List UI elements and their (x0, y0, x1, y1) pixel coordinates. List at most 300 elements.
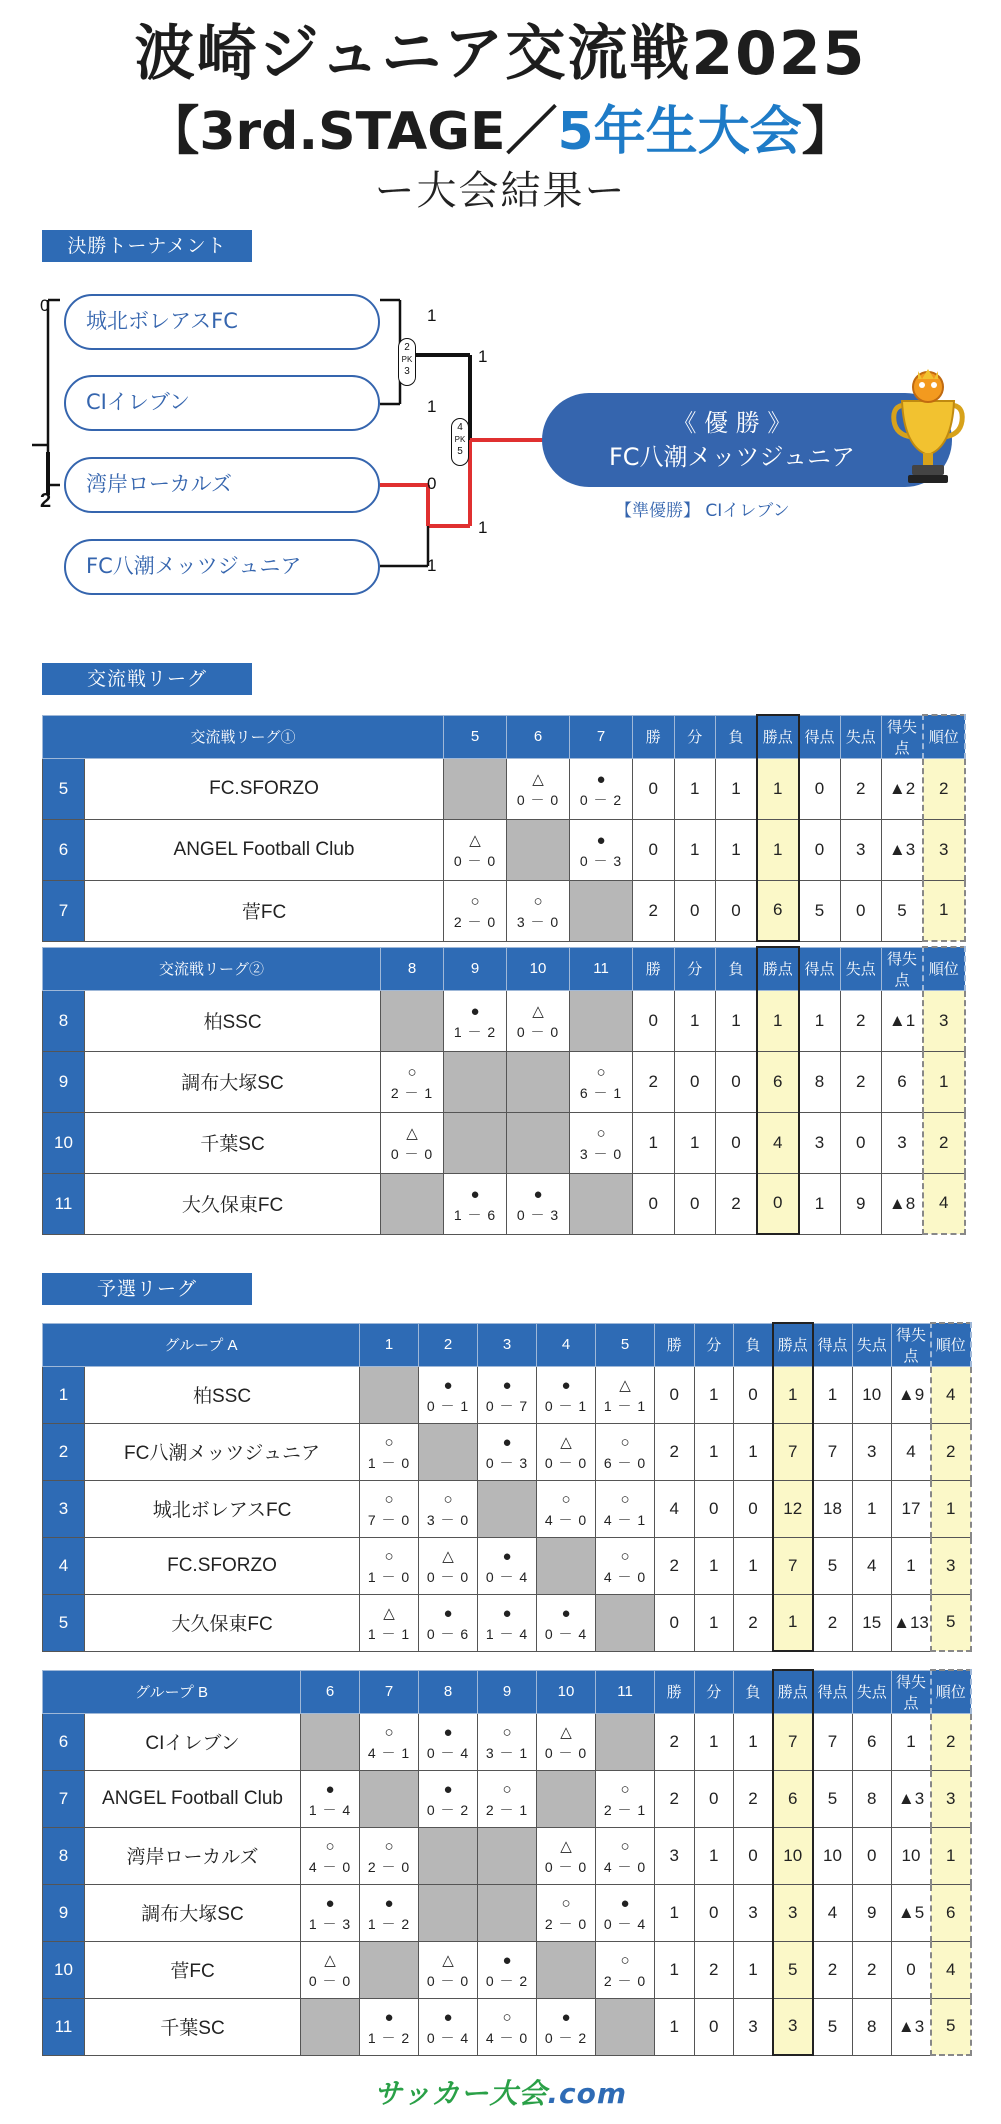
stat-lose-cell: 0 (734, 1480, 774, 1537)
stat-win-cell: 2 (655, 1770, 695, 1827)
result-symbol: ● (470, 1186, 480, 1203)
match-score: 2 － 0 (603, 1973, 647, 1989)
match-result-cell (444, 880, 507, 941)
empty-match-cell (570, 990, 633, 1051)
header-opponent-cell: 7 (570, 715, 633, 758)
stat-win-cell: 0 (633, 990, 675, 1051)
stat-points-cell: 6 (757, 1051, 799, 1112)
stat-rank-cell: 2 (931, 1423, 971, 1480)
match-result-cell (419, 1941, 478, 1998)
stat-draw-cell: 0 (694, 1480, 734, 1537)
header-gf-cell: 得点 (813, 1670, 853, 1713)
stat-ga-cell: 10 (852, 1366, 892, 1423)
match-result-cell (360, 1480, 419, 1537)
stat-rank-cell: 4 (931, 1366, 971, 1423)
stat-ga-cell: 3 (840, 819, 882, 880)
team-number-cell: 5 (43, 1594, 85, 1651)
pk-label: PK (454, 435, 466, 444)
stat-win-cell: 0 (633, 1173, 675, 1234)
bracket-score: 0 (40, 296, 50, 315)
result-symbol: ● (533, 1186, 543, 1203)
match-score: 0 － 0 (544, 1745, 588, 1761)
match-result-cell (478, 1770, 537, 1827)
match-result-cell (360, 1998, 419, 2055)
team-name-cell: 調布大塚SC (85, 1051, 381, 1112)
stat-lose-cell: 2 (734, 1770, 774, 1827)
result-symbol: ○ (443, 1491, 453, 1508)
result-symbol: ● (384, 2009, 394, 2026)
match-result-cell (537, 1827, 596, 1884)
header-opponent-cell: 9 (444, 947, 507, 990)
stat-lose-cell: 1 (734, 1537, 774, 1594)
match-result-cell (507, 990, 570, 1051)
header-gd-cell: 得失点 (882, 947, 924, 990)
match-result-cell (537, 1423, 596, 1480)
team-number-cell: 6 (43, 819, 85, 880)
stat-points-cell: 1 (757, 990, 799, 1051)
match-score: 0 － 2 (426, 1802, 470, 1818)
stat-ga-cell: 2 (852, 1941, 892, 1998)
team-number-cell: 3 (43, 1480, 85, 1537)
result-symbol: ○ (502, 1724, 512, 1741)
empty-match-cell (419, 1423, 478, 1480)
empty-match-cell (444, 1112, 507, 1173)
match-result-cell (478, 1594, 537, 1651)
stat-ga-cell: 2 (840, 1051, 882, 1112)
table-row (43, 880, 965, 941)
table-row (43, 1770, 971, 1827)
bracket-score: 1 (478, 518, 488, 537)
team-number-cell: 4 (43, 1537, 85, 1594)
match-result-cell (478, 1941, 537, 1998)
stat-lose-cell: 1 (716, 819, 758, 880)
stat-gd-cell: ▲13 (892, 1594, 932, 1651)
result-symbol: ○ (596, 1064, 606, 1081)
match-result-cell (360, 1713, 419, 1770)
result-symbol: ● (325, 1781, 335, 1798)
match-result-cell (478, 1537, 537, 1594)
match-result-cell (301, 1827, 360, 1884)
match-result-cell (478, 1423, 537, 1480)
result-symbol: △ (560, 1434, 572, 1451)
match-score: 4 － 0 (603, 1569, 647, 1585)
result-symbol: △ (442, 1952, 454, 1969)
match-result-cell (301, 1941, 360, 1998)
match-score: 7 － 0 (367, 1512, 411, 1528)
empty-match-cell (537, 1941, 596, 1998)
match-result-cell (360, 1827, 419, 1884)
header-points-cell: 勝点 (757, 715, 799, 758)
stat-win-cell: 1 (633, 1112, 675, 1173)
team-number-cell: 5 (43, 758, 85, 819)
table-header-row (43, 947, 965, 990)
result-symbol: △ (560, 1838, 572, 1855)
stat-ga-cell: 8 (852, 1770, 892, 1827)
match-result-cell (596, 1480, 655, 1537)
match-score: 0 － 0 (453, 853, 497, 869)
match-result-cell (360, 1537, 419, 1594)
result-symbol: ● (502, 1377, 512, 1394)
header-points-cell: 勝点 (773, 1323, 813, 1366)
stat-ga-cell: 4 (852, 1537, 892, 1594)
stat-gd-cell: 6 (882, 1051, 924, 1112)
header-gd-cell: 得失点 (892, 1670, 932, 1713)
team-number-cell: 2 (43, 1423, 85, 1480)
match-result-cell (381, 1051, 444, 1112)
team-name-cell: 大久保東FC (85, 1173, 381, 1234)
result-symbol: ○ (384, 1491, 394, 1508)
header-opponent-cell: 6 (301, 1670, 360, 1713)
stat-draw-cell: 1 (674, 1112, 716, 1173)
empty-match-cell (570, 880, 633, 941)
result-symbol: ○ (596, 1125, 606, 1142)
stat-gd-cell: 0 (892, 1941, 932, 1998)
match-score: 0 － 3 (485, 1455, 529, 1471)
stat-gd-cell: 17 (892, 1480, 932, 1537)
table-row (43, 990, 965, 1051)
header-win-cell: 勝 (655, 1323, 695, 1366)
match-result-cell (537, 1480, 596, 1537)
stat-gd-cell: 5 (882, 880, 924, 941)
champion-team: FC八潮メッツジュニア (608, 443, 856, 471)
stat-points-cell: 3 (773, 1884, 813, 1941)
header-opponent-cell: 2 (419, 1323, 478, 1366)
result-symbol: ● (596, 832, 606, 849)
stat-ga-cell: 3 (852, 1423, 892, 1480)
stat-rank-cell: 1 (923, 1051, 965, 1112)
match-result-cell (419, 1537, 478, 1594)
stat-points-cell: 6 (757, 880, 799, 941)
stat-gd-cell: 3 (882, 1112, 924, 1173)
header-points-cell: 勝点 (757, 947, 799, 990)
champion-title: 《 優 勝 》 (672, 409, 792, 437)
stat-rank-cell: 5 (931, 1998, 971, 2055)
stat-win-cell: 4 (655, 1480, 695, 1537)
header-lose-cell: 負 (734, 1670, 774, 1713)
stat-gf-cell: 8 (799, 1051, 841, 1112)
match-score: 0 － 4 (485, 1569, 529, 1585)
match-score: 3 － 0 (516, 914, 560, 930)
results-heading: ー大会結果ー (374, 168, 627, 214)
match-result-cell (419, 1480, 478, 1537)
table-row (43, 1173, 965, 1234)
pk-score: 4 (457, 422, 463, 433)
match-result-cell (596, 1884, 655, 1941)
stat-gd-cell: 1 (892, 1537, 932, 1594)
header-name-cell: 交流戦リーグ① (43, 715, 444, 758)
header-lose-cell: 負 (716, 715, 758, 758)
match-result-cell (570, 758, 633, 819)
empty-match-cell (507, 1051, 570, 1112)
stat-points-cell: 7 (773, 1537, 813, 1594)
match-score: 0 － 2 (485, 1973, 529, 1989)
stat-lose-cell: 2 (716, 1173, 758, 1234)
header-draw-cell: 分 (694, 1670, 734, 1713)
header-opponent-cell: 9 (478, 1670, 537, 1713)
stat-lose-cell: 3 (734, 1998, 774, 2055)
result-symbol: ○ (384, 1838, 394, 1855)
result-symbol: ● (620, 1895, 630, 1912)
exchange-league-2-table (42, 946, 966, 1235)
stat-gf-cell: 2 (813, 1941, 853, 1998)
match-score: 4 － 0 (603, 1859, 647, 1875)
team-number-cell: 10 (43, 1112, 85, 1173)
match-result-cell (419, 1366, 478, 1423)
table-row (43, 1112, 965, 1173)
stat-win-cell: 0 (633, 758, 675, 819)
stat-draw-cell: 1 (674, 758, 716, 819)
pk-score: 3 (404, 366, 410, 377)
empty-match-cell (444, 758, 507, 819)
match-result-cell (596, 1827, 655, 1884)
result-symbol: ○ (470, 893, 480, 910)
match-result-cell (419, 1713, 478, 1770)
match-score: 3 － 0 (426, 1512, 470, 1528)
match-score: 1 － 6 (453, 1207, 497, 1223)
match-result-cell (444, 1173, 507, 1234)
header-opponent-cell: 3 (478, 1323, 537, 1366)
stat-ga-cell: 9 (852, 1884, 892, 1941)
empty-match-cell (478, 1884, 537, 1941)
stat-lose-cell: 1 (734, 1941, 774, 1998)
stat-win-cell: 2 (633, 880, 675, 941)
match-score: 0 － 3 (516, 1207, 560, 1223)
match-score: 0 － 3 (579, 853, 623, 869)
match-score: 1 － 0 (367, 1569, 411, 1585)
match-score: 6 － 1 (579, 1085, 623, 1101)
header-win-cell: 勝 (633, 947, 675, 990)
result-symbol: ○ (384, 1434, 394, 1451)
empty-match-cell (301, 1998, 360, 2055)
bracket-score: 1 (427, 397, 437, 416)
match-result-cell (537, 1998, 596, 2055)
empty-match-cell (478, 1827, 537, 1884)
stat-draw-cell: 1 (674, 819, 716, 880)
stat-draw-cell: 1 (694, 1537, 734, 1594)
bracket-score: 1 (478, 347, 488, 366)
table-row (43, 1366, 971, 1423)
pk-label: PK (401, 355, 413, 364)
match-result-cell (419, 1998, 478, 2055)
match-score: 0 － 4 (603, 1916, 647, 1932)
stat-gd-cell: ▲1 (882, 990, 924, 1051)
stat-draw-cell: 0 (694, 1770, 734, 1827)
stat-draw-cell: 0 (694, 1998, 734, 2055)
match-score: 2 － 1 (390, 1085, 434, 1101)
team-name-cell: 湾岸ローカルズ (85, 1827, 301, 1884)
header-win-cell: 勝 (633, 715, 675, 758)
match-score: 0 － 4 (426, 1745, 470, 1761)
match-result-cell (596, 1770, 655, 1827)
stat-draw-cell: 1 (674, 990, 716, 1051)
stat-lose-cell: 0 (716, 1112, 758, 1173)
match-result-cell (301, 1770, 360, 1827)
match-score: 0 － 0 (516, 1024, 560, 1040)
empty-match-cell (478, 1480, 537, 1537)
team-number-cell: 1 (43, 1366, 85, 1423)
result-symbol: ○ (502, 2009, 512, 2026)
stat-rank-cell: 2 (923, 758, 965, 819)
header-opponent-cell: 11 (570, 947, 633, 990)
result-symbol: ● (443, 2009, 453, 2026)
match-score: 0 － 4 (544, 1626, 588, 1642)
header-rank-cell: 順位 (923, 947, 965, 990)
pk-badge-semifinal (398, 338, 416, 386)
header-draw-cell: 分 (674, 947, 716, 990)
header-lose-cell: 負 (716, 947, 758, 990)
match-score: 1 － 0 (367, 1455, 411, 1471)
subtitle-close: 】 (801, 102, 854, 162)
stat-points-cell: 7 (773, 1423, 813, 1480)
result-symbol: ● (561, 2009, 571, 2026)
result-symbol: ● (561, 1605, 571, 1622)
header-gd-cell: 得失点 (892, 1323, 932, 1366)
empty-match-cell (596, 1998, 655, 2055)
match-score: 0 － 0 (516, 792, 560, 808)
match-result-cell (381, 1112, 444, 1173)
header-name-cell: グループ A (43, 1323, 360, 1366)
stat-draw-cell: 2 (694, 1941, 734, 1998)
empty-match-cell (444, 1051, 507, 1112)
result-symbol: ● (325, 1895, 335, 1912)
team-name-cell: CIイレブン (85, 1713, 301, 1770)
table-row (43, 1537, 971, 1594)
section-label-exchange: 交流戦リーグ (42, 663, 252, 695)
match-score: 2 － 0 (367, 1859, 411, 1875)
match-result-cell (507, 758, 570, 819)
match-result-cell (478, 1998, 537, 2055)
group-b-table (42, 1669, 972, 2056)
header-lose-cell: 負 (734, 1323, 774, 1366)
stat-gd-cell: ▲3 (882, 819, 924, 880)
match-score: 4 － 0 (308, 1859, 352, 1875)
stat-points-cell: 12 (773, 1480, 813, 1537)
empty-match-cell (537, 1537, 596, 1594)
team-name-cell: 大久保東FC (85, 1594, 360, 1651)
match-result-cell (537, 1366, 596, 1423)
result-symbol: ○ (384, 1724, 394, 1741)
table-row (43, 1594, 971, 1651)
result-symbol: △ (406, 1125, 418, 1142)
match-score: 0 － 0 (308, 1973, 352, 1989)
stat-lose-cell: 1 (734, 1423, 774, 1480)
empty-match-cell (570, 1173, 633, 1234)
stat-rank-cell: 1 (931, 1480, 971, 1537)
stat-lose-cell: 1 (716, 758, 758, 819)
team-number-cell: 11 (43, 1173, 85, 1234)
team-number-cell: 7 (43, 880, 85, 941)
stat-gf-cell: 7 (813, 1713, 853, 1770)
stat-gf-cell: 5 (799, 880, 841, 941)
logo-domain: .com (547, 2077, 628, 2110)
result-symbol: △ (532, 771, 544, 788)
team-number-cell: 8 (43, 1827, 85, 1884)
section-label-prelim: 予選リーグ (42, 1273, 252, 1305)
stat-points-cell: 5 (773, 1941, 813, 1998)
stat-gf-cell: 1 (799, 990, 841, 1051)
stat-rank-cell: 4 (931, 1941, 971, 1998)
header-rank-cell: 順位 (931, 1323, 971, 1366)
stat-gf-cell: 5 (813, 1998, 853, 2055)
result-symbol: ● (502, 1548, 512, 1565)
result-symbol: ○ (533, 893, 543, 910)
stat-draw-cell: 0 (674, 1173, 716, 1234)
bracket-score: 1 (427, 556, 437, 575)
result-symbol: ● (384, 1895, 394, 1912)
stat-draw-cell: 0 (674, 880, 716, 941)
match-score: 2 － 1 (485, 1802, 529, 1818)
header-ga-cell: 失点 (852, 1323, 892, 1366)
match-score: 0 － 0 (390, 1146, 434, 1162)
stat-lose-cell: 0 (734, 1366, 774, 1423)
team-name-cell: 柏SSC (85, 990, 381, 1051)
team-number-cell: 9 (43, 1884, 85, 1941)
stat-gf-cell: 5 (813, 1770, 853, 1827)
bracket-score: 1 (427, 306, 437, 325)
stat-draw-cell: 1 (694, 1594, 734, 1651)
team-number-cell: 7 (43, 1770, 85, 1827)
stat-ga-cell: 1 (852, 1480, 892, 1537)
result-symbol: ○ (384, 1548, 394, 1565)
stat-lose-cell: 1 (716, 990, 758, 1051)
stat-rank-cell: 2 (923, 1112, 965, 1173)
stat-draw-cell: 1 (694, 1713, 734, 1770)
result-symbol: ● (502, 1952, 512, 1969)
stat-rank-cell: 3 (923, 819, 965, 880)
empty-match-cell (360, 1941, 419, 1998)
team-name-cell: 柏SSC (85, 1366, 360, 1423)
bracket-team-1: 城北ボレアスFC (64, 294, 380, 350)
subtitle-grade: 5年生大会 (557, 102, 802, 162)
team-name-cell: ANGEL Football Club (85, 819, 444, 880)
stat-gf-cell: 2 (813, 1594, 853, 1651)
result-symbol: △ (560, 1724, 572, 1741)
stat-points-cell: 4 (757, 1112, 799, 1173)
match-score: 1 － 1 (367, 1626, 411, 1642)
header-ga-cell: 失点 (840, 947, 882, 990)
table-row (43, 1998, 971, 2055)
match-result-cell (478, 1713, 537, 1770)
result-symbol: ○ (407, 1064, 417, 1081)
match-result-cell (570, 819, 633, 880)
empty-match-cell (360, 1366, 419, 1423)
table-row (43, 1827, 971, 1884)
match-score: 4 － 1 (367, 1745, 411, 1761)
header-opponent-cell: 10 (537, 1670, 596, 1713)
stat-win-cell: 2 (655, 1713, 695, 1770)
stat-rank-cell: 6 (931, 1884, 971, 1941)
table-row (43, 1480, 971, 1537)
match-result-cell (301, 1884, 360, 1941)
stat-gd-cell: 10 (892, 1827, 932, 1884)
stat-rank-cell: 1 (923, 880, 965, 941)
empty-match-cell (360, 1770, 419, 1827)
match-score: 1 － 1 (603, 1398, 647, 1414)
match-result-cell (360, 1884, 419, 1941)
stat-lose-cell: 2 (734, 1594, 774, 1651)
match-score: 6 － 0 (603, 1455, 647, 1471)
header-opponent-cell: 10 (507, 947, 570, 990)
header-opponent-cell: 6 (507, 715, 570, 758)
match-score: 3 － 0 (579, 1146, 623, 1162)
stat-rank-cell: 2 (931, 1713, 971, 1770)
match-result-cell (444, 990, 507, 1051)
stat-gf-cell: 1 (813, 1366, 853, 1423)
match-result-cell (596, 1366, 655, 1423)
match-result-cell (360, 1594, 419, 1651)
runner-up-label: 【準優勝】 CIイレブン (615, 501, 790, 521)
stat-gf-cell: 4 (813, 1884, 853, 1941)
